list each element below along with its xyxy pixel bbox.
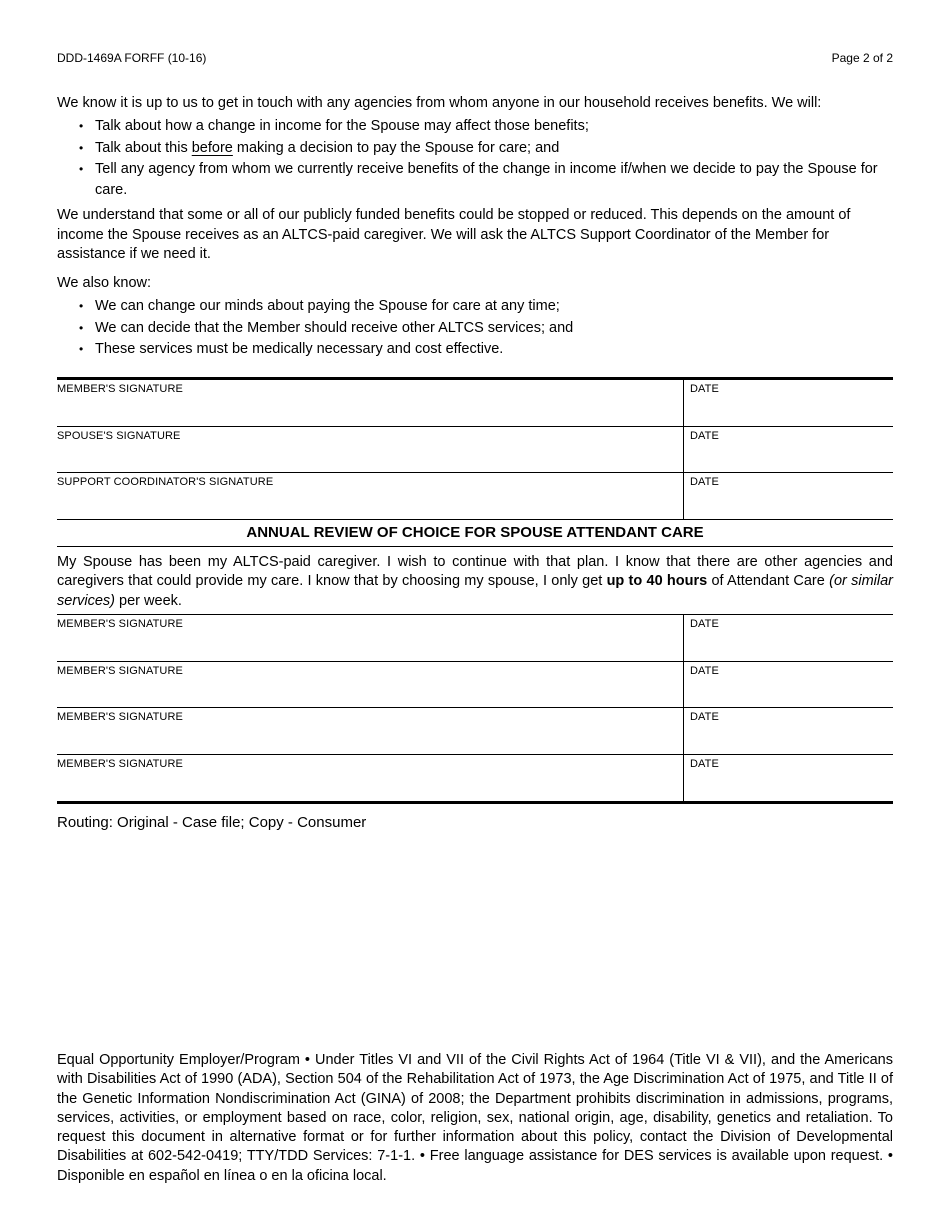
date-field[interactable]: DATE (683, 380, 893, 426)
bullet-text: We can decide that the Member should receive other ALTCS services; and (95, 319, 574, 336)
date-field[interactable]: DATE (683, 615, 893, 661)
member-signature-field[interactable]: MEMBER'S SIGNATURE (57, 618, 183, 630)
date-field[interactable]: DATE (683, 427, 893, 473)
date-field[interactable]: DATE (683, 708, 893, 754)
also-know-lead: We also know: (57, 274, 152, 291)
understanding-paragraph: We understand that some or all of our publicly funded benefits could be stopped or reduced. This depends on the amount of income the Spouse receives as an ALTCS-paid caregiver. We will ask the ALTCS Support Coordinator of the Member for assistance if we need it. (57, 207, 851, 262)
list-item (57, 318, 893, 339)
routing-note: Routing: Original - Case file; Copy - Consumer (57, 814, 367, 831)
italic-phrase: (or similar services) (57, 573, 893, 609)
bullet-icon: • (79, 342, 84, 356)
annual-review-paragraph: My Spouse has been my ALTCS-paid caregiver. I wish to continue with that plan. I know that there are other agencies and caregivers that could provide my care. I know that by choosing my spouse, I only get up to 40 hours of Attendant Care (or similar services) per week. (57, 553, 893, 609)
member-signature-field[interactable]: MEMBER'S SIGNATURE (57, 383, 183, 395)
spouse-signature-field[interactable]: SPOUSE'S SIGNATURE (57, 429, 181, 442)
support-coordinator-signature-field[interactable]: SUPPORT COORDINATOR'S SIGNATURE (57, 476, 274, 488)
date-field[interactable]: DATE (683, 473, 893, 519)
underlined-word: before (191, 139, 233, 156)
table-row (57, 662, 893, 709)
list-item (57, 159, 893, 201)
table-row (57, 380, 893, 427)
bullet-text: These services must be medically necessary and cost effective. (95, 341, 504, 357)
page-header (57, 52, 893, 65)
intro-paragraph: We know it is up to us to get in touch with any agencies from whom anyone in our household receives benefits. We will: (57, 95, 822, 111)
list-item (57, 138, 893, 159)
bullet-icon: • (79, 299, 84, 313)
bullet-text: Talk about this before making a decision to pay the Spouse for care; and (95, 139, 560, 156)
page-indicator: Page 2 of 2 (831, 51, 893, 65)
list-item (57, 339, 893, 360)
annual-review-heading: ANNUAL REVIEW OF CHOICE FOR SPOUSE ATTENDANT CARE (57, 520, 893, 547)
intro-bullet-list (57, 116, 893, 201)
member-signature-field[interactable]: MEMBER'S SIGNATURE (57, 664, 183, 677)
bullet-text: We can change our minds about paying the Spouse for care at any time; (95, 298, 560, 314)
bullet-icon: • (79, 162, 84, 176)
list-item (57, 296, 893, 317)
member-signature-field[interactable]: MEMBER'S SIGNATURE (57, 711, 183, 723)
list-item (57, 116, 893, 137)
member-signature-field[interactable]: MEMBER'S SIGNATURE (57, 757, 183, 770)
table-row (57, 708, 893, 755)
table-row (57, 473, 893, 520)
also-know-bullet-list (57, 296, 893, 360)
date-field[interactable]: DATE (683, 755, 893, 802)
table-row (57, 755, 893, 802)
bullet-text: Tell any agency from whom we currently receive benefits of the change in income if/when we decide to pay the Spouse for care. (95, 161, 878, 198)
table-row (57, 615, 893, 662)
bullet-icon: • (79, 140, 84, 155)
bullet-icon: • (79, 320, 84, 335)
date-field[interactable]: DATE (683, 662, 893, 708)
form-number: DDD-1469A FORFF (10-16) (57, 51, 207, 65)
bullet-text: Talk about how a change in income for the Spouse may affect those benefits; (95, 118, 589, 134)
bullet-icon: • (79, 119, 84, 133)
signature-table-1 (57, 377, 893, 520)
bold-phrase: up to 40 hours (606, 573, 708, 589)
equal-opportunity-footer: Equal Opportunity Employer/Program • Under Titles VI and VII of the Civil Rights Act of 1964 (Title VI & VII), and the Americans with Disabilities Act of 1990 (ADA), Section 504 of the Rehabilitation Act of 1973, the Age Discrimination Act of 1975, and Title II of the Genetic Information Nondiscrimination Act (GINA) of 2008; the Department prohibits discrimination in admissions, programs, services, activities, or employment based on race, color, religion, sex, national origin, age, disability, genetics and retaliation. To request this document in alternative format or for further information about this policy, contact the Division of Developmental Disabilities at 602-542-0419; TTY/TDD Services: 7-1-1. • Free language assistance for DES services is available upon request. • Disponible en español en línea o en la oficina local. (57, 1052, 893, 1184)
table-row (57, 427, 893, 474)
signature-table-2 (57, 614, 893, 804)
